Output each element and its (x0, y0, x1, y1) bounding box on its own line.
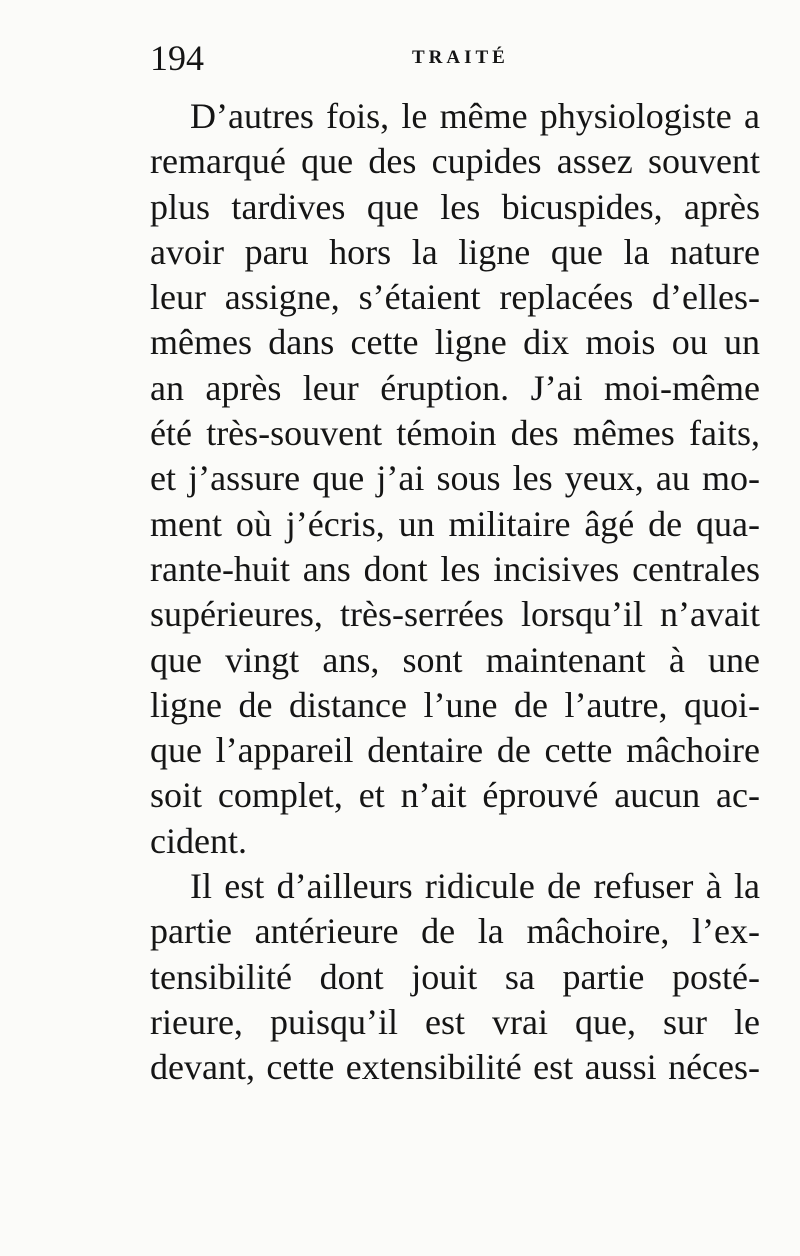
text-line: D’autres fois, le même physiologiste a (190, 96, 760, 136)
text-line: et j’assure que j’ai sous les yeux, au mo- (150, 458, 760, 499)
text-line: que vingt ans, sont maintenant à une (150, 639, 760, 680)
text-line: plus tardives que les bicuspides, après (150, 186, 760, 227)
page-header (150, 38, 760, 78)
text-line: soit complet, et n’ait éprouvé aucun ac- (150, 775, 760, 816)
text-line: cident. (150, 820, 247, 861)
body-text (150, 94, 760, 1091)
text-line: partie antérieure de la mâchoire, l’ex- (150, 911, 760, 952)
text-line: Il est d’ailleurs ridicule de refuser à la (190, 866, 760, 907)
text-line: ligne de distance l’une de l’autre, quoi- (150, 684, 760, 725)
text-line: été très-souvent témoin des mêmes faits, (150, 413, 760, 454)
text-line: supérieures, très-serrées lorsqu’il n’avait (150, 594, 760, 635)
text-line: avoir paru hors la ligne que la nature (150, 231, 760, 272)
text-line: ment où j’écris, un militaire âgé de qua- (150, 503, 760, 544)
running-head: TRAITÉ (412, 47, 509, 68)
text-line: que l’appareil dentaire de cette mâchoire (150, 730, 760, 771)
text-line: devant, cette extensibilité est aussi néces- (150, 1047, 760, 1088)
text-line: leur assigne, s’étaient replacées d’elles- (150, 277, 760, 318)
text-line: rieure, puisqu’il est vrai que, sur le (150, 1001, 760, 1042)
text-line: remarqué que des cupides assez souvent (150, 141, 760, 182)
text-line: an après leur éruption. J’ai moi-même (150, 367, 760, 408)
page-number: 194 (150, 38, 204, 78)
paragraph (150, 864, 760, 1090)
text-line: tensibilité dont jouit sa partie posté- (150, 956, 760, 997)
text-line: mêmes dans cette ligne dix mois ou un (150, 322, 760, 363)
text-line: rante-huit ans dont les incisives centrales (150, 548, 760, 589)
paragraph (150, 94, 760, 864)
